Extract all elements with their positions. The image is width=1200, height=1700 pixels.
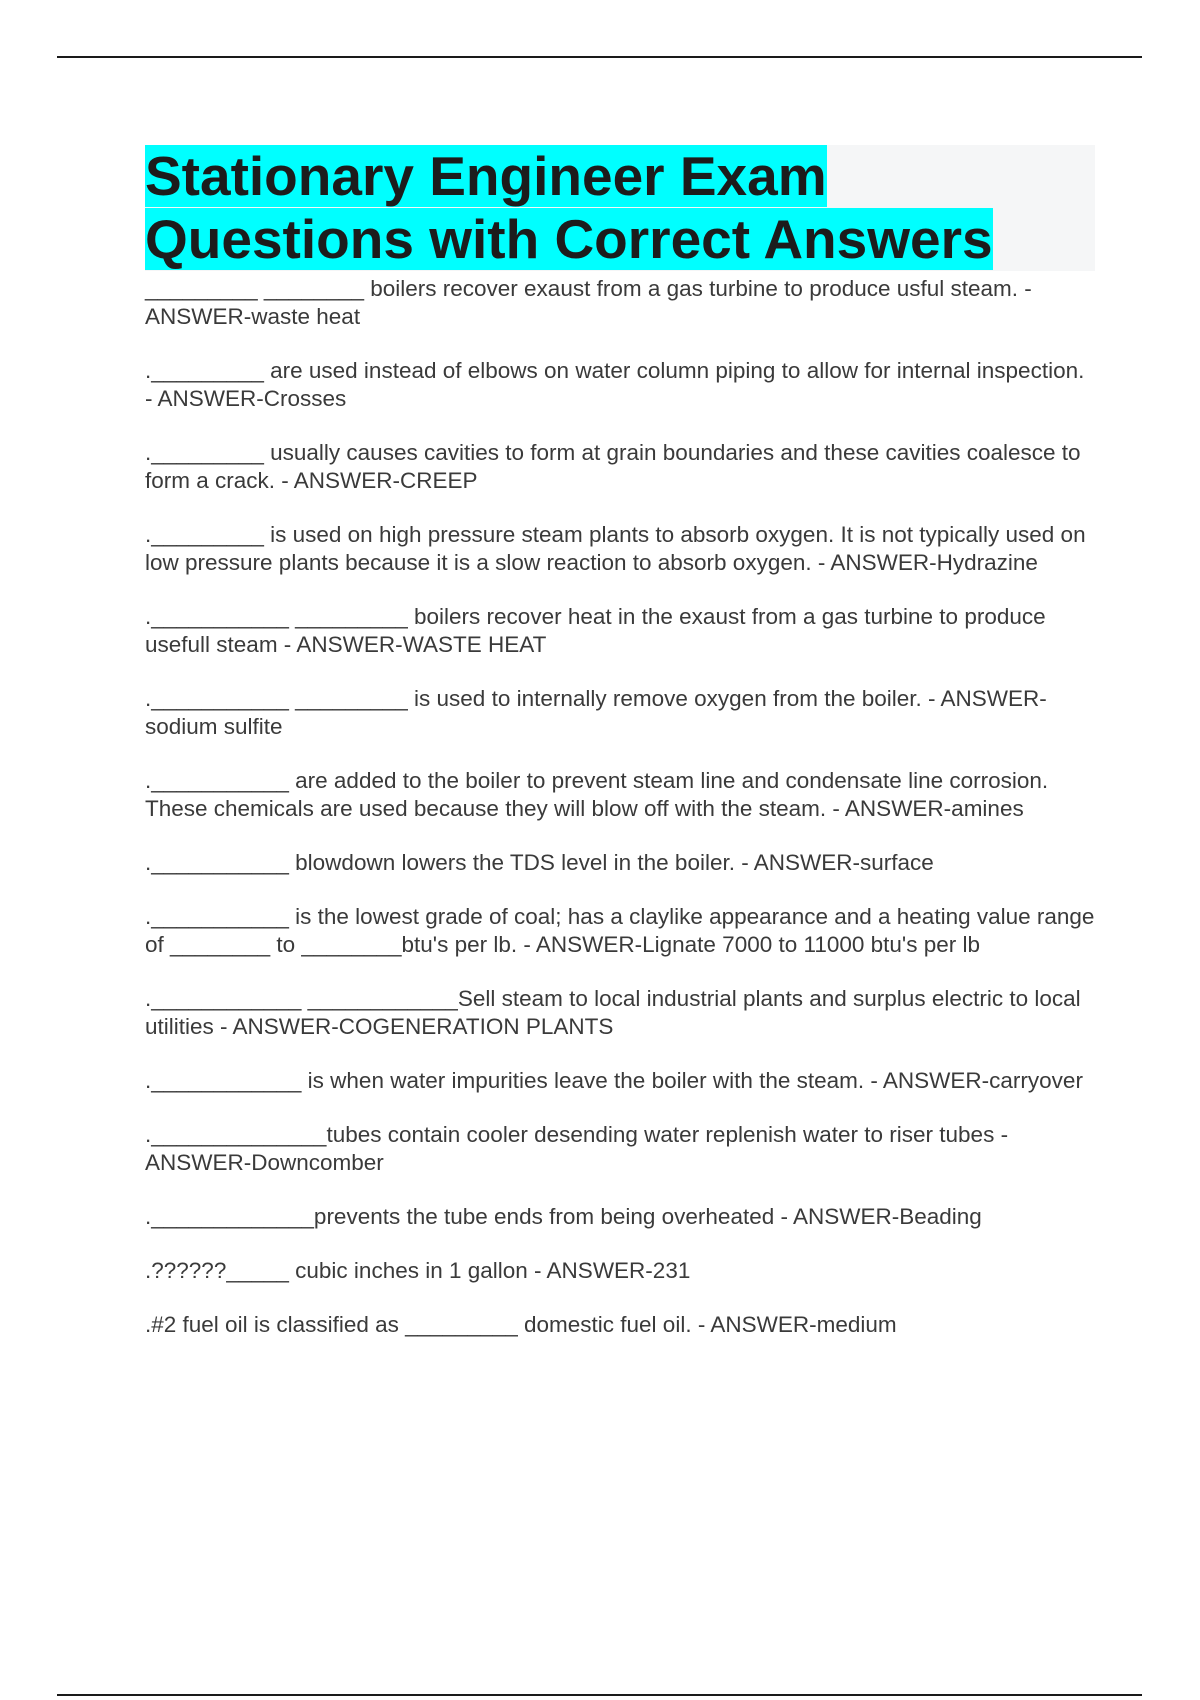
question-list xyxy=(145,275,1101,1339)
question-item: .____________ is when water impurities leave the boiler with the steam. - ANSWER-carryover xyxy=(145,1068,1083,1093)
page-title xyxy=(145,145,1095,271)
title-line-2: Questions with Correct Answers xyxy=(145,208,993,270)
title-line-1: Stationary Engineer Exam xyxy=(145,145,827,207)
question-item: _________ ________ boilers recover exaust from a gas turbine to produce usful steam. - ANSWER-waste heat xyxy=(145,276,1037,329)
footer-rule xyxy=(57,1694,1142,1696)
title-block xyxy=(145,145,1095,271)
question-item: .??????_____ cubic inches in 1 gallon - ANSWER-231 xyxy=(145,1258,691,1283)
question-item: ._____________prevents the tube ends from being overheated - ANSWER-Beading xyxy=(145,1204,982,1229)
question-item: .___________ _________ is used to internally remove oxygen from the boiler. - ANSWER-sodium sulfite xyxy=(145,686,1047,739)
question-item: .____________ ____________Sell steam to local industrial plants and surplus electric to local utilities - ANSWER-COGENERATION PLANTS xyxy=(145,986,1087,1039)
document-page xyxy=(145,145,1101,1365)
question-item: ._________ are used instead of elbows on water column piping to allow for internal inspection. - ANSWER-Crosses xyxy=(145,358,1091,411)
question-item: ._________ usually causes cavities to form at grain boundaries and these cavities coalesce to form a crack. - ANSWER-CREEP xyxy=(145,440,1087,493)
question-item: .___________ is the lowest grade of coal; has a claylike appearance and a heating value range of ________ to ________btu's per lb. - ANSWER-Lignate 7000 to 11000 btu's per lb xyxy=(145,904,1101,957)
question-item: .___________ blowdown lowers the TDS level in the boiler. - ANSWER-surface xyxy=(145,850,934,875)
header-rule xyxy=(57,56,1142,58)
question-item: .___________ are added to the boiler to prevent steam line and condensate line corrosion. These chemicals are used because they will blow off with the steam. - ANSWER-amines xyxy=(145,768,1054,821)
question-item: ._________ is used on high pressure steam plants to absorb oxygen. It is not typically used on low pressure plants because it is a slow reaction to absorb oxygen. - ANSWER-Hydrazine xyxy=(145,522,1092,575)
question-item: .___________ _________ boilers recover heat in the exaust from a gas turbine to produce usefull steam - ANSWER-WASTE HEAT xyxy=(145,604,1052,657)
question-item: .______________tubes contain cooler desending water replenish water to riser tubes - ANSWER-Downcomber xyxy=(145,1122,1014,1175)
question-item: .#2 fuel oil is classified as _________ domestic fuel oil. - ANSWER-medium xyxy=(145,1312,897,1337)
